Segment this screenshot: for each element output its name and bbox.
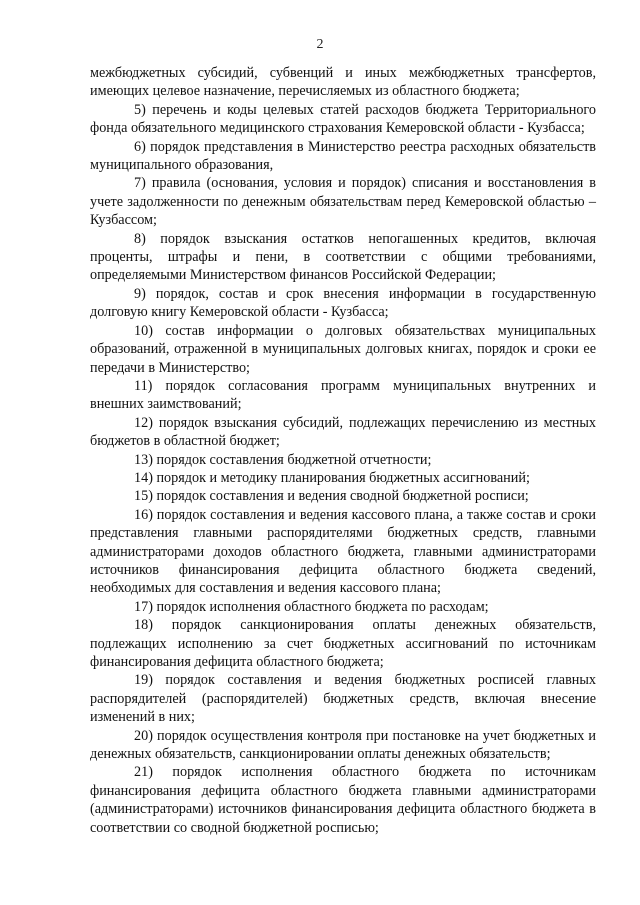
list-item-17: 17) порядок исполнения областного бюджета по расходам; [134,598,489,615]
list-item-15: 15) порядок составления и ведения сводной бюджетной росписи; [134,488,529,505]
list-item-21: 21) порядок исполнения областного бюджета по источникам финансирования дефицита областного бюджета главными администраторами (администраторами) источников финансирования дефицита областного бюджета в соответствии со сводной бюджетной росписью; [90,764,596,836]
list-item-13: 13) порядок составления бюджетной отчетности; [134,451,432,468]
list-item-9: 9) порядок, состав и срок внесения информации в государственную долговую книгу Кемеровской области - Кузбасса; [90,285,596,321]
list-item-14: 14) порядок и методику планирования бюджетных ассигнований; [134,469,530,486]
list-item-18: 18) порядок санкционирования оплаты денежных обязательств, подлежащих исполнению за счет бюджетных ассигнований по источникам финансирования дефицита областного бюджета; [90,617,596,670]
document-body [90,64,596,837]
list-item-8: 8) порядок взыскания остатков непогашенных кредитов, включая проценты, штрафы и пени, в соответствии с общими требованиями, определяемыми Министерством финансов Российской Федерации; [90,230,596,284]
list-item-11: 11) порядок согласования программ муниципальных внутренних и внешних заимствований; [90,377,596,413]
list-item-6: 6) порядок представления в Министерство реестра расходных обязательств муниципального образования, [90,138,596,174]
list-item-12: 12) порядок взыскания субсидий, подлежащих перечислению из местных бюджетов в областной бюджет; [90,414,596,450]
paragraph-continuation: межбюджетных субсидий, субвенций и иных межбюджетных трансфертов, имеющих целевое назначение, перечисляемых из областного бюджета; [90,65,596,100]
list-item-20: 20) порядок осуществления контроля при постановке на учет бюджетных и денежных обязательств, санкционировании оплаты денежных обязательств; [90,727,596,763]
list-item-19: 19) порядок составления и ведения бюджетных росписей главных распорядителей (распорядителей) бюджетных средств, включая внесение изменений в них; [90,672,596,726]
list-item-5: 5) перечень и коды целевых статей расходов бюджета Территориального фонда обязательного медицинского страхования Кемеровской области - Кузбасса; [90,101,596,137]
list-item-16: 16) порядок составления и ведения кассового плана, а также состав и сроки представления главными распорядителями бюджетных средств, главными администраторами доходов областного бюджета, главными администраторами источников финансирования дефицита областного бюджета сведений, необходимых для составления и ведения кассового плана; [90,506,596,597]
list-item-10: 10) состав информации о долговых обязательствах муниципальных образований, отраженной в муниципальных долговых книгах, порядок и сроки ее передачи в Министерство; [90,322,596,376]
list-item-7: 7) правила (основания, условия и порядок) списания и восстановления в учете задолженности по денежным обязательствам перед Кемеровской областью – Кузбассом; [90,175,596,229]
page-number: 2 [316,37,324,52]
